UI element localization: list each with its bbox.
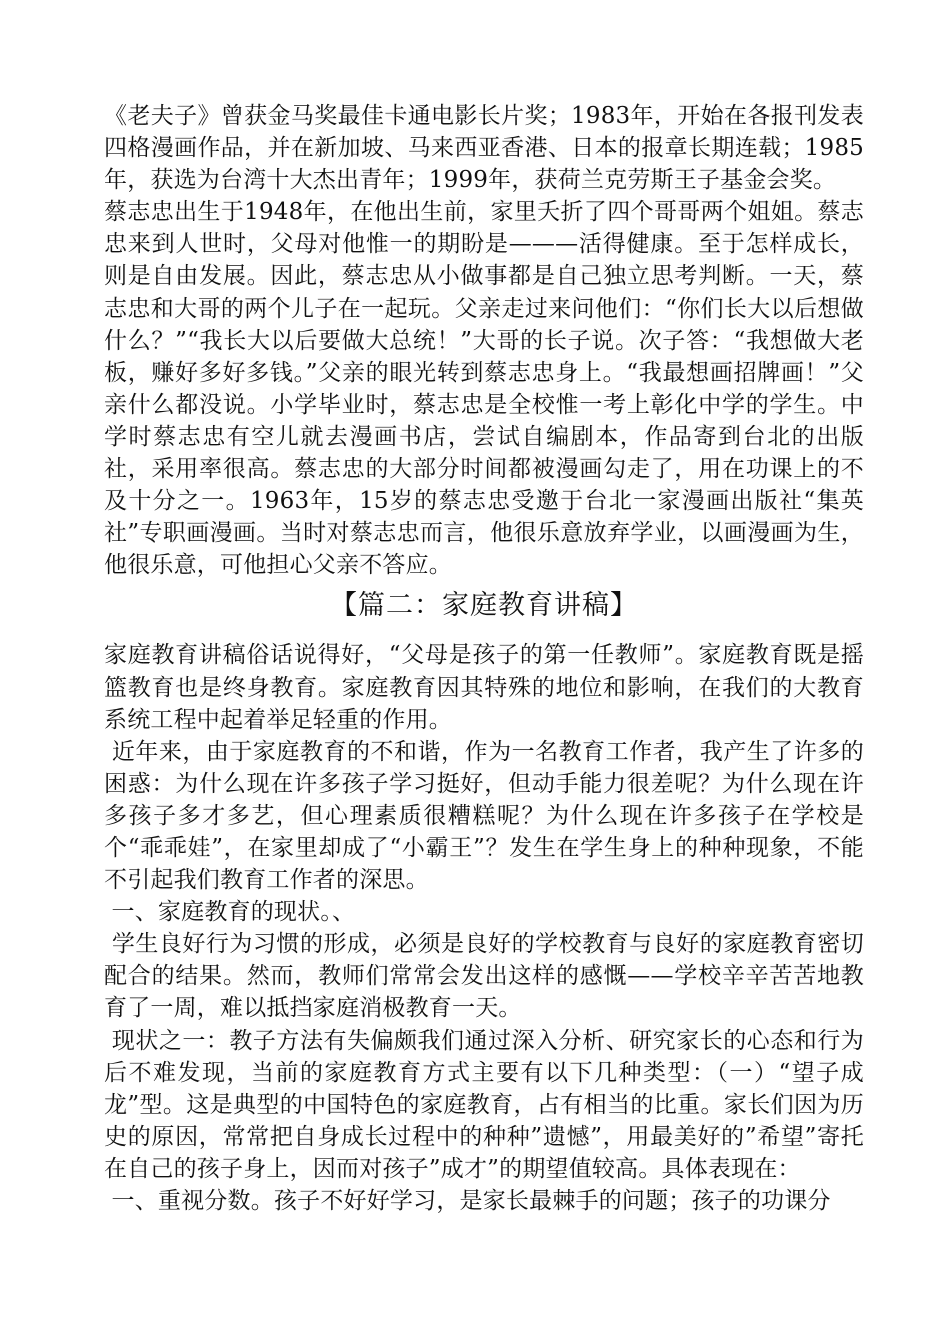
paragraph-heading-status: 一、家庭教育的现状。、: [104, 899, 356, 926]
section-title: 【篇二：家庭教育讲稿】: [330, 590, 638, 622]
paragraph-intro: 家庭教育讲稿俗话说得好，“父母是孩子的第一任教师”。家庭教育既是摇篮教育也是终身教育。家庭教育因其特殊的地位和影响，在我们的大教育系统工程中起着举足轻重的作用。: [104, 642, 864, 733]
paragraph-status-one: 现状之一：教子方法有失偏颇我们通过深入分析、研究家长的心态和行为后不难发现，当前的家庭教育方式主要有以下几种类型：（一）“望子成龙”型。这是典型的中国特色的家庭教育，占有相当的比重。家长们因为历史的原因，常常把自身成长过程中的种种”遗憾”，用最美好的”希望”寄托在自己的孩子身上，因而对孩子”成才”的期望值较高。具体表现在：: [104, 1027, 864, 1182]
paragraph-cai-awards: 《老夫子》曾获金马奖最佳卡通电影长片奖；1983年，开始在各报刊发表四格漫画作品，并在新加坡、马来西亚香港、日本的报章长期连载；1985年，获选为台湾十大杰出青年；1999年，获荷兰克劳斯王子基金会奖。: [104, 103, 864, 194]
paragraph-cai-biography: 蔡志忠出生于1948年，在他出生前，家里夭折了四个哥哥两个姐姐。蔡志忠来到人世时，父母对他惟一的期盼是———活得健康。至于怎样成长，则是自由发展。因此，蔡志忠从小做事都是自己独立思考判断。一天，蔡志忠和大哥的两个儿子在一起玩。父亲走过来问他们：“你们长大以后想做什么？”“我长大以后要做大总统！”大哥的长子说。次子答：“我想做大老板，赚好多好多钱。”父亲的眼光转到蔡志忠身上。“我最想画招牌画！”父亲什么都没说。小学毕业时，蔡志忠是全校惟一考上彰化中学的学生。中学时蔡志忠有空儿就去漫画书店，尝试自编剧本，作品寄到台北的出版社，采用率很高。蔡志忠的大部分时间都被漫画勾走了，用在功课上的不及十分之一。1963年，15岁的蔡志忠受邀于台北一家漫画出版社“集英社”专职画漫画。当时对蔡志忠而言，他很乐意放弃学业，以画漫画为生，他很乐意，可他担心父亲不答应。: [104, 199, 864, 579]
paragraph-habits: 学生良好行为习惯的形成，必须是良好的学校教育与良好的家庭教育密切配合的结果。然而，教师们常常会发出这样的感慨——学校辛辛苦苦地教育了一周，难以抵挡家庭消极教育一天。: [104, 931, 864, 1022]
document-page: [104, 100, 864, 1217]
paragraph-confusion: 近年来，由于家庭教育的不和谐，作为一名教育工作者，我产生了许多的困惑：为什么现在许多孩子学习挺好，但动手能力很差呢？为什么现在许多孩子多才多艺，但心理素质很糟糕呢？为什么现在许多孩子在学校是个“乖乖娃”，在家里却成了“小霸王”？发生在学生身上的种种现象，不能不引起我们教育工作者的深思。: [104, 738, 864, 894]
paragraph-scores: 一、重视分数。孩子不好好学习，是家长最棘手的问题；孩子的功课分: [104, 1188, 831, 1214]
